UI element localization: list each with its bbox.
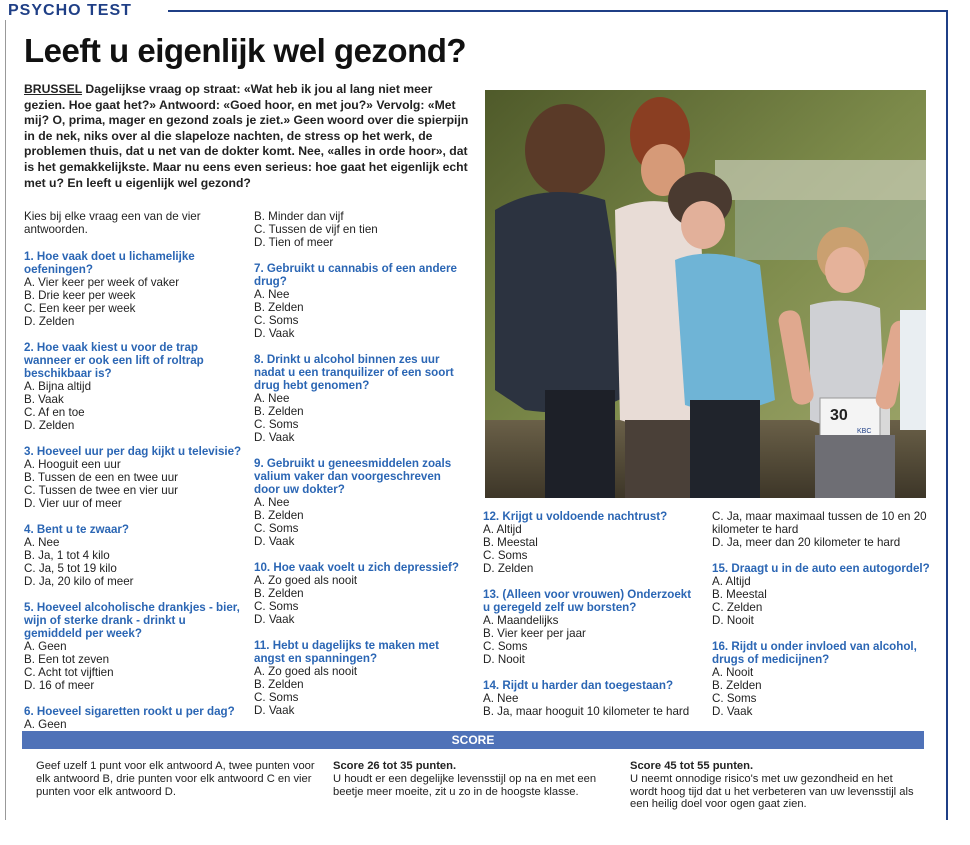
answer-option: A. Altijd — [712, 575, 751, 588]
answer-option: C. Soms — [483, 640, 528, 653]
question-text: 2. Hoe vaak kiest u voor de trap wanneer er ook een lift of roltrap beschikbaar is? — [24, 341, 204, 380]
questions-column-2 — [254, 210, 466, 730]
question-12 — [483, 510, 695, 575]
answer-option: B. Ja, 1 tot 4 kilo — [24, 549, 110, 562]
answer-option: A. Nee — [254, 288, 290, 301]
question-text: 9. Gebruikt u geneesmiddelen zoals valium vaker dan voorgeschreven door uw dokter? — [254, 457, 452, 496]
question-10 — [254, 561, 466, 626]
answer-option: D. Vaak — [254, 704, 295, 717]
question-text: 3. Hoeveel uur per dag kijkt u televisie? — [24, 445, 242, 458]
question-text: 11. Hebt u dagelijks te maken met angst en spanningen? — [254, 639, 439, 665]
answer-option: D. Nooit — [483, 653, 525, 666]
answer-option: C. Ja, 5 tot 19 kilo — [24, 562, 117, 575]
answer-option: C. Soms — [254, 691, 299, 704]
answer-option: C. Soms — [712, 692, 757, 705]
question-3 — [24, 445, 246, 510]
question-14-continued — [712, 510, 930, 549]
score-band-heading: Score 26 tot 35 punten. — [333, 760, 457, 772]
answer-option: C. Tussen de twee en vier uur — [24, 484, 179, 497]
question-text: 13. (Alleen voor vrouwen) Onderzoekt u geregeld zelf uw borsten? — [483, 588, 692, 614]
answer-option: D. Vier uur of meer — [24, 497, 122, 510]
frame-right-line — [946, 10, 948, 820]
answer-option: B. Vaak — [24, 393, 64, 406]
answer-option: D. Vaak — [254, 535, 295, 548]
answer-option: C. Tussen de vijf en tien — [254, 223, 378, 236]
answer-option: D. Ja, 20 kilo of meer — [24, 575, 134, 588]
answer-option: A. Geen — [24, 640, 67, 653]
answer-option: A. Nee — [254, 496, 290, 509]
question-6-continued — [254, 210, 466, 249]
answer-option: D. Zelden — [24, 419, 75, 432]
question-14 — [483, 679, 695, 718]
frame-top-line — [168, 10, 948, 12]
answer-option: C. Zelden — [712, 601, 763, 614]
answer-option: C. Soms — [254, 522, 299, 535]
runners-photo — [485, 90, 926, 498]
question-text: 8. Drinkt u alcohol binnen zes uur nadat u een tranquilizer of een soort drug hebt genomen? — [254, 353, 454, 392]
answer-option: A. Bijna altijd — [24, 380, 92, 393]
answer-option: A. Nee — [24, 536, 60, 549]
question-2 — [24, 341, 246, 432]
answer-option: D. Zelden — [24, 315, 75, 328]
questions-column-1 — [24, 210, 246, 744]
question-5 — [24, 601, 246, 692]
answer-option: A. Zo goed als nooit — [254, 574, 358, 587]
answer-option: D. Vaak — [254, 431, 295, 444]
question-15 — [712, 562, 930, 627]
question-text: 5. Hoeveel alcoholische drankjes - bier, wijn of sterke drank - drinkt u gemiddeld per week? — [24, 601, 240, 640]
bib-number: 30 — [830, 407, 848, 424]
answer-option: B. Een tot zeven — [24, 653, 110, 666]
page-title: Leeft u eigenlijk wel gezond? — [24, 32, 467, 69]
answer-option: B. Vier keer per jaar — [483, 627, 586, 640]
question-text: 4. Bent u te zwaar? — [24, 523, 130, 536]
answer-option: B. Minder dan vijf — [254, 210, 344, 223]
answer-option: B. Zelden — [254, 678, 304, 691]
answer-option: D. 16 of meer — [24, 679, 95, 692]
answer-option: B. Zelden — [254, 509, 304, 522]
score-band-heading: Score 45 tot 55 punten. — [630, 760, 754, 772]
answer-option: B. Zelden — [712, 679, 762, 692]
question-4 — [24, 523, 246, 588]
question-9 — [254, 457, 466, 548]
question-8 — [254, 353, 466, 444]
answer-option: D. Vaak — [254, 613, 295, 626]
question-1 — [24, 250, 246, 328]
score-instructions: Geef uzelf 1 punt voor elk antwoord A, twee punten voor elk antwoord B, drie punten voor elk antwoord C en vier punten voor elk antwoord D. — [36, 760, 315, 798]
answer-option: A. Geen — [24, 718, 67, 731]
question-text: 15. Draagt u in de auto een autogordel? — [712, 562, 930, 575]
answer-option: B. Drie keer per week — [24, 289, 136, 302]
answer-option: C. Ja, maar maximaal tussen de 10 en 20 kilometer te hard — [712, 510, 927, 536]
question-text: 6. Hoeveel sigaretten rookt u per dag? — [24, 705, 235, 718]
answer-option: A. Nee — [483, 692, 519, 705]
dateline-place: BRUSSEL — [24, 82, 83, 96]
answer-option: D. Tien of meer — [254, 236, 334, 249]
answer-option: A. Maandelijks — [483, 614, 559, 627]
answer-option: A. Vier keer per week of vaker — [24, 276, 180, 289]
answer-option: C. Acht tot vijftien — [24, 666, 114, 679]
question-text: 10. Hoe vaak voelt u zich depressief? — [254, 561, 459, 574]
answer-option: D. Vaak — [712, 705, 753, 718]
bib-sponsor: KBC — [857, 428, 872, 435]
score-header: SCORE — [22, 731, 924, 749]
answer-option: B. Zelden — [254, 405, 304, 418]
answer-option: A. Nooit — [712, 666, 754, 679]
score-band-text: U neemt onnodige risico's met uw gezondheid en het wordt hoog tijd dat u het verbeteren van uw levensstijl als een heilig doel voor ogen gaat zien. — [630, 772, 914, 811]
question-text: 12. Krijgt u voldoende nachtrust? — [483, 510, 668, 523]
question-7 — [254, 262, 466, 340]
answer-option: A. Hooguit een uur — [24, 458, 121, 471]
answer-option: C. Soms — [254, 314, 299, 327]
answer-option: D. Ja, meer dan 20 kilometer te hard — [712, 536, 901, 549]
answer-option: C. Soms — [254, 600, 299, 613]
question-16 — [712, 640, 930, 718]
questions-column-3 — [483, 510, 695, 731]
question-text: 14. Rijdt u harder dan toegestaan? — [483, 679, 674, 692]
question-11 — [254, 639, 466, 717]
answer-option: B. Ja, maar hooguit 10 kilometer te hard — [483, 705, 690, 718]
question-text: 7. Gebruikt u cannabis of een andere drug? — [254, 262, 457, 288]
answer-option: D. Nooit — [712, 614, 754, 627]
answer-option: A. Nee — [254, 392, 290, 405]
intro-text: Dagelijkse vraag op straat: «Wat heb ik jou al lang niet meer gezien. Hoe gaat het?» Antwoord: «Goed hoor, en met jou?» Vervolg: «Met mij? O, prima, mager en gezond zoals je ziet.» Geen woord over die spierpijn in de nek, niks over al die slapeloze nachten, de stress op het werk, de problemen thuis, dat u net van de dokter komt. Nee, «alles in orde hoor», dat is het gemakkelijkste. Maar nu eens even serieus: hoe gaat het eigenlijk echt met u? En leeft u eigenlijk wel gezond? — [24, 82, 469, 190]
answer-option: C. Een keer per week — [24, 302, 136, 315]
answer-option: B. Meestal — [483, 536, 538, 549]
questions-column-4 — [712, 510, 930, 731]
answer-option: B. Meestal — [712, 588, 767, 601]
answer-option: B. Zelden — [254, 301, 304, 314]
answer-option: C. Soms — [483, 549, 528, 562]
answer-option: A. Altijd — [483, 523, 522, 536]
intro-paragraph — [24, 82, 472, 191]
question-6 — [24, 705, 246, 731]
answer-option: C. Af en toe — [24, 406, 85, 419]
question-text: 16. Rijdt u onder invloed van alcohol, drugs of medicijnen? — [712, 640, 917, 666]
answer-option: D. Vaak — [254, 327, 295, 340]
score-band-text: U houdt er een degelijke levensstijl op na en met een beetje meer moeite, zit u zo in de hoogste klasse. — [333, 772, 597, 798]
answer-option: D. Zelden — [483, 562, 534, 575]
question-13 — [483, 588, 695, 666]
instruction-text: Kies bij elke vraag een van de vier antwoorden. — [24, 210, 201, 236]
answer-option: A. Zo goed als nooit — [254, 665, 358, 678]
answer-option: B. Tussen de een en twee uur — [24, 471, 179, 484]
answer-option: B. Zelden — [254, 587, 304, 600]
frame-left-line — [5, 20, 6, 820]
question-text: 1. Hoe vaak doet u lichamelijke oefeningen? — [24, 250, 195, 276]
score-band-1 — [333, 760, 603, 798]
answer-option: C. Soms — [254, 418, 299, 431]
score-band-2 — [630, 760, 920, 811]
section-label: PSYCHO TEST — [8, 2, 132, 19]
